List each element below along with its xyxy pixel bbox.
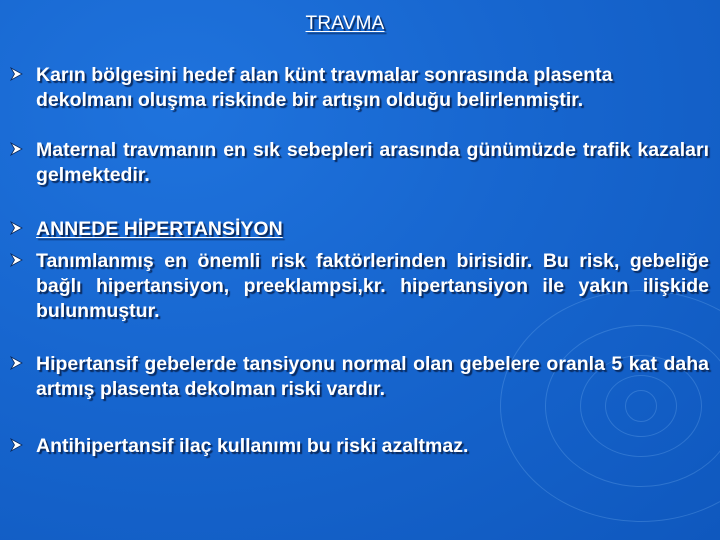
bullet-heading: ANNEDE HİPERTANSİYON <box>36 218 283 240</box>
bullet-list <box>9 63 709 459</box>
arrow-right-icon <box>10 253 23 267</box>
arrow-right-icon <box>10 438 23 452</box>
arrow-right-icon <box>10 67 23 81</box>
bullet-text: Hipertansif gebelerde tansiyonu normal olan gebelere oranla 5 kat daha artmış plasenta dekolman riski vardır. <box>36 353 709 400</box>
bullet-item <box>9 63 709 113</box>
bullet-item <box>9 434 709 459</box>
arrow-right-icon <box>10 142 23 156</box>
bullet-item <box>9 138 709 188</box>
slide-title: TRAVMA <box>305 13 385 34</box>
bullet-text: Tanımlanmış en önemli risk faktörlerinden birisidir. Bu risk, gebeliğe bağlı hipertansiyon, preeklampsi,kr. hipertansiyon ile yakın ilişkide bulunmuştur. <box>36 250 709 322</box>
bullet-text: Antihipertansif ilaç kullanımı bu riski azaltmaz. <box>36 435 469 457</box>
bullet-item <box>9 352 709 402</box>
arrow-right-icon <box>10 356 23 370</box>
bullet-text: Maternal travmanın en sık sebepleri arasında günümüzde trafik kazaları gelmektedir. <box>36 139 709 186</box>
arrow-right-icon <box>10 221 23 235</box>
bullet-text: Karın bölgesini hedef alan künt travmalar sonrasında plasenta dekolmanı oluşma riskinde bir artışın olduğu belirlenmiştir. <box>36 64 613 111</box>
bullet-item <box>9 217 709 242</box>
bullet-item <box>9 249 709 324</box>
